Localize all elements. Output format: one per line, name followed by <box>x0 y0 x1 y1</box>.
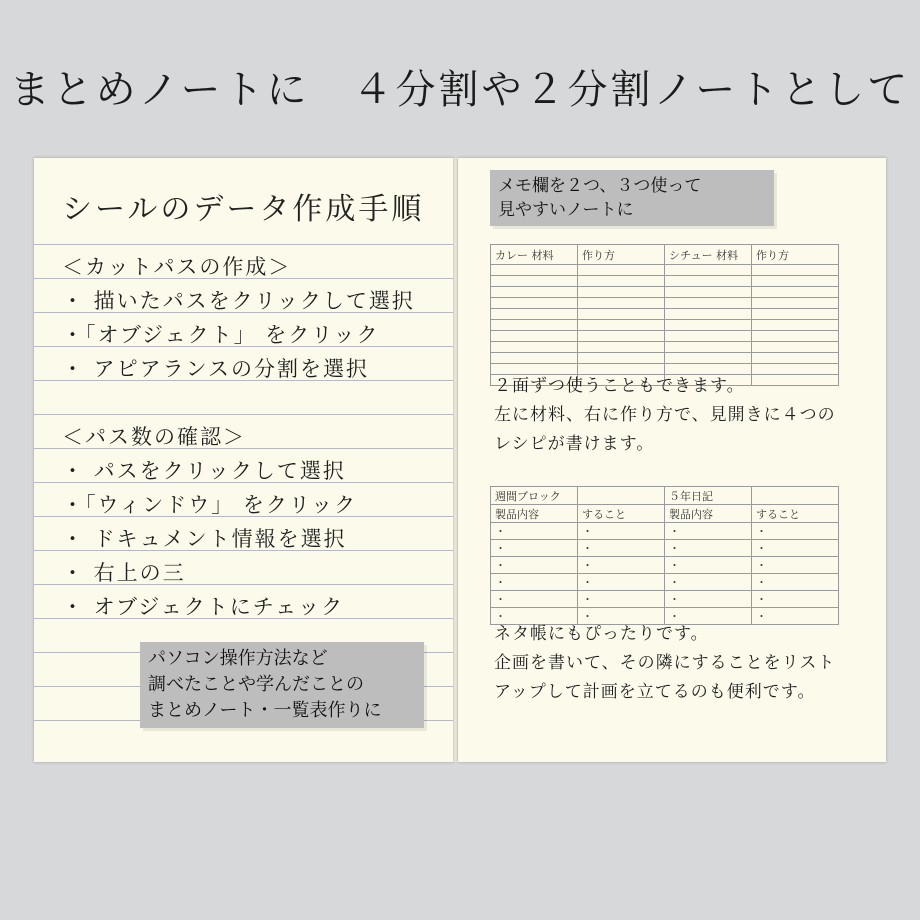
table-cell[interactable] <box>578 265 665 276</box>
left-label-line: まとめノート・一覧表作りに <box>148 700 382 721</box>
planner-table-header <box>578 487 665 505</box>
planner-table-header: 製品内容 <box>665 505 752 523</box>
planner-table-header: ５年日記 <box>665 487 752 505</box>
table-cell[interactable] <box>491 353 578 364</box>
table-cell[interactable] <box>491 298 578 309</box>
planner-bullet-cell[interactable]: ・ <box>491 591 578 608</box>
planner-bullet-cell[interactable]: ・ <box>491 523 578 540</box>
left-page-line: ・ 右上の三 <box>62 561 186 585</box>
table-cell[interactable] <box>665 265 752 276</box>
left-page-line: ・ アピアランスの分割を選択 <box>62 357 370 381</box>
table-cell[interactable] <box>665 353 752 364</box>
right-label-line: 見やすいノートに <box>498 200 634 220</box>
table-row <box>491 298 839 309</box>
table-cell[interactable] <box>752 265 839 276</box>
left-page-line: ・ オブジェクトにチェック <box>62 595 345 619</box>
left-page-line: ＜カットパスの作成＞ <box>62 255 292 279</box>
left-page-line: ・ 描いたパスをクリックして選択 <box>62 289 415 313</box>
table-cell[interactable] <box>752 309 839 320</box>
table-cell[interactable] <box>491 331 578 342</box>
table-cell[interactable] <box>578 287 665 298</box>
table-cell[interactable] <box>752 331 839 342</box>
right-text-line: アップして計画を立てるのも便利です。 <box>494 682 816 702</box>
left-page-line: ・「オブジェクト」 をクリック <box>62 323 380 347</box>
planner-bullet-cell[interactable]: ・ <box>491 540 578 557</box>
table-cell[interactable] <box>578 276 665 287</box>
planner-bullet-cell[interactable]: ・ <box>752 608 839 625</box>
table-cell[interactable] <box>578 353 665 364</box>
right-text-line: 左に材料、右に作り方で、見開きに４つの <box>494 405 836 425</box>
table-row <box>491 591 839 608</box>
planner-bullet-cell[interactable]: ・ <box>578 591 665 608</box>
left-page-line: ・「ウィンドウ」 をクリック <box>62 493 358 517</box>
table-row <box>491 574 839 591</box>
right-notebook-page <box>458 158 886 762</box>
planner-bullet-cell[interactable]: ・ <box>491 608 578 625</box>
table-cell[interactable] <box>665 320 752 331</box>
right-text-block-1 <box>494 372 836 459</box>
left-page-label <box>140 642 424 728</box>
left-page-line: ・ パスをクリックして選択 <box>62 459 346 483</box>
planner-bullet-cell[interactable]: ・ <box>578 557 665 574</box>
table-row <box>491 265 839 276</box>
left-label-line: 調べたことや学んだことの <box>148 674 364 695</box>
table-cell[interactable] <box>665 298 752 309</box>
planner-bullet-cell[interactable]: ・ <box>491 574 578 591</box>
table-cell[interactable] <box>752 287 839 298</box>
table-cell[interactable] <box>665 342 752 353</box>
planner-bullet-cell[interactable]: ・ <box>491 557 578 574</box>
recipe-table-header: 作り方 <box>752 245 839 265</box>
table-row <box>491 331 839 342</box>
planner-bullet-cell[interactable]: ・ <box>665 557 752 574</box>
table-cell[interactable] <box>752 298 839 309</box>
table-cell[interactable] <box>491 265 578 276</box>
table-row <box>491 287 839 298</box>
table-cell[interactable] <box>491 287 578 298</box>
planner-bullet-cell[interactable]: ・ <box>752 574 839 591</box>
planner-bullet-cell[interactable]: ・ <box>578 540 665 557</box>
planner-bullet-cell[interactable]: ・ <box>752 540 839 557</box>
planner-bullet-cell[interactable]: ・ <box>578 523 665 540</box>
table-cell[interactable] <box>578 320 665 331</box>
table-row <box>491 557 839 574</box>
planner-bullet-cell[interactable]: ・ <box>665 523 752 540</box>
recipe-table-header: シチュー 材料 <box>665 245 752 265</box>
table-cell[interactable] <box>578 342 665 353</box>
planner-bullet-cell[interactable]: ・ <box>665 574 752 591</box>
planner-bullet-cell[interactable]: ・ <box>752 523 839 540</box>
planner-table-header: すること <box>578 505 665 523</box>
table-row <box>491 540 839 557</box>
planner-bullet-cell[interactable]: ・ <box>752 557 839 574</box>
table-cell[interactable] <box>491 320 578 331</box>
planner-table-header <box>752 487 839 505</box>
right-text-line: レシピが書けます。 <box>494 434 655 454</box>
table-cell[interactable] <box>665 276 752 287</box>
table-cell[interactable] <box>665 331 752 342</box>
table-row <box>491 523 839 540</box>
planner-table-header: 週間ブロック <box>491 487 578 505</box>
table-cell[interactable] <box>578 331 665 342</box>
headline: まとめノートに ４分割や２分割ノートとして <box>9 67 911 113</box>
recipe-table <box>490 244 839 386</box>
table-cell[interactable] <box>491 276 578 287</box>
table-row <box>491 342 839 353</box>
planner-table-header: すること <box>752 505 839 523</box>
recipe-table-header: カレー 材料 <box>491 245 578 265</box>
left-page-line: ・ ドキュメント情報を選択 <box>62 527 347 551</box>
table-row <box>491 353 839 364</box>
planner-table-header: 製品内容 <box>491 505 578 523</box>
recipe-table-header: 作り方 <box>578 245 665 265</box>
table-cell[interactable] <box>578 309 665 320</box>
planner-bullet-cell[interactable]: ・ <box>578 574 665 591</box>
planner-bullet-cell[interactable]: ・ <box>665 591 752 608</box>
planner-bullet-cell[interactable]: ・ <box>665 608 752 625</box>
table-cell[interactable] <box>491 309 578 320</box>
table-cell[interactable] <box>752 276 839 287</box>
table-row <box>491 276 839 287</box>
left-page-line: ＜パス数の確認＞ <box>62 425 246 449</box>
table-row <box>491 309 839 320</box>
right-page-label <box>490 170 774 226</box>
left-notebook-page <box>34 158 454 762</box>
table-row <box>491 320 839 331</box>
table-cell[interactable] <box>752 320 839 331</box>
table-cell[interactable] <box>578 298 665 309</box>
right-text-line: ２面ずつ使うこともできます。 <box>494 376 745 396</box>
planner-table <box>490 486 839 625</box>
right-text-block-2 <box>494 620 835 707</box>
table-cell[interactable] <box>491 342 578 353</box>
planner-bullet-cell[interactable]: ・ <box>752 591 839 608</box>
left-page-title: シールのデータ作成手順 <box>62 192 425 227</box>
right-label-line: メモ欄を２つ、３つ使って <box>498 176 702 196</box>
page-rule-line <box>34 414 454 415</box>
page-rule-line <box>34 244 454 245</box>
right-text-line: 企画を書いて、その隣にすることをリスト <box>494 653 836 673</box>
table-cell[interactable] <box>665 287 752 298</box>
table-cell[interactable] <box>665 309 752 320</box>
table-cell[interactable] <box>752 353 839 364</box>
planner-bullet-cell[interactable]: ・ <box>578 608 665 625</box>
left-label-line: パソコン操作方法など <box>148 648 328 669</box>
right-text-line: ネタ帳にもぴったりです。 <box>494 624 709 644</box>
planner-bullet-cell[interactable]: ・ <box>665 540 752 557</box>
table-cell[interactable] <box>752 342 839 353</box>
